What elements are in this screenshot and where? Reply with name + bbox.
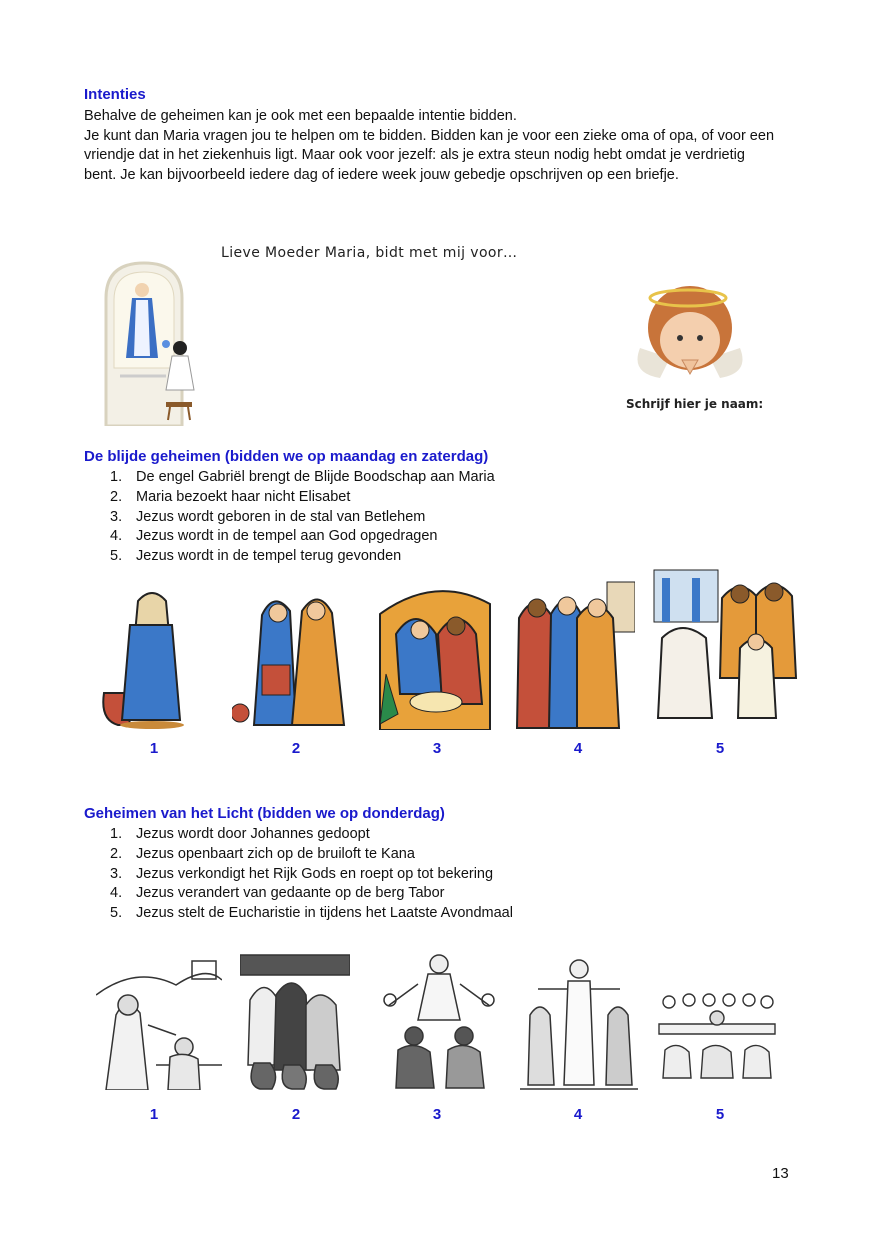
last-supper-illustration xyxy=(655,990,779,1082)
intentions-line: bent. Je kan bijvoorbeeld iedere dag of iedere week jouw gebedje opschrijven op een briefje. xyxy=(84,166,679,183)
intentions-line: Je kunt dan Maria vragen jou te helpen om te bidden. Bidden kan je voor een zieke oma of opa, of voor een xyxy=(84,127,775,144)
intentions-line: vriendje dat in het ziekenhuis ligt. Maar ook voor jezelf: als je extra steun nodig hebt omdat je verdrietig xyxy=(84,147,745,163)
finding-in-temple-illustration xyxy=(652,568,798,728)
transfiguration-illustration xyxy=(520,955,638,1090)
name-label: Schrijf hier je naam: xyxy=(626,397,764,411)
nativity-illustration xyxy=(376,574,494,730)
joyful-heading: De blijde geheimen (bidden we op maandag en zaterdag) xyxy=(84,448,489,465)
kingdom-proclamation-illustration xyxy=(378,950,500,1090)
joyful-caption: 5 xyxy=(715,740,725,757)
list-item: 4. Jezus verandert van gedaante op de berg Tabor xyxy=(110,885,445,902)
intentions-heading: Intenties xyxy=(84,86,146,103)
joyful-caption: 2 xyxy=(291,740,301,757)
baptism-illustration xyxy=(96,955,222,1090)
presentation-illustration xyxy=(515,578,635,730)
light-caption: 1 xyxy=(149,1106,159,1123)
list-item: 1. Jezus wordt door Johannes gedoopt xyxy=(110,826,370,842)
light-heading: Geheimen van het Licht (bidden we op donderdag) xyxy=(84,805,445,822)
wedding-cana-illustration xyxy=(240,945,350,1090)
joyful-caption: 3 xyxy=(432,740,442,757)
visitation-illustration xyxy=(232,585,352,730)
joyful-list xyxy=(110,468,495,567)
light-list xyxy=(110,825,513,924)
list-item: 2. Jezus openbaart zich op de bruiloft te Kana xyxy=(110,845,415,862)
intentions-line: Behalve de geheimen kan je ook met een bepaalde intentie bidden. xyxy=(84,108,517,124)
page-number: 13 xyxy=(772,1165,789,1182)
praying-angel-illustration xyxy=(630,278,750,386)
list-item: 3. Jezus verkondigt het Rijk Gods en roept op tot bekering xyxy=(110,865,494,882)
list-item: 2. Maria bezoekt haar nicht Elisabet xyxy=(110,488,351,505)
joyful-caption: 4 xyxy=(573,740,583,757)
mary-shrine-illustration xyxy=(96,258,208,426)
intentions-paragraph xyxy=(84,107,804,185)
list-item: 3. Jezus wordt geboren in de stal van Betlehem xyxy=(110,508,426,525)
light-caption: 4 xyxy=(573,1106,583,1123)
light-caption: 3 xyxy=(432,1106,442,1123)
list-item: 5. Jezus stelt de Eucharistie in tijdens het Laatste Avondmaal xyxy=(110,905,513,922)
annunciation-illustration xyxy=(100,585,190,730)
list-item: 4. Jezus wordt in de tempel aan God opgedragen xyxy=(110,528,438,545)
light-caption: 5 xyxy=(715,1106,725,1123)
list-item: 1. De engel Gabriël brengt de Blijde Boodschap aan Maria xyxy=(110,469,495,485)
prayer-greeting: Lieve Moeder Maria, bidt met mij voor… xyxy=(221,245,518,261)
light-caption: 2 xyxy=(291,1106,301,1123)
list-item: 5. Jezus wordt in de tempel terug gevonden xyxy=(110,548,402,565)
joyful-caption: 1 xyxy=(149,740,159,757)
